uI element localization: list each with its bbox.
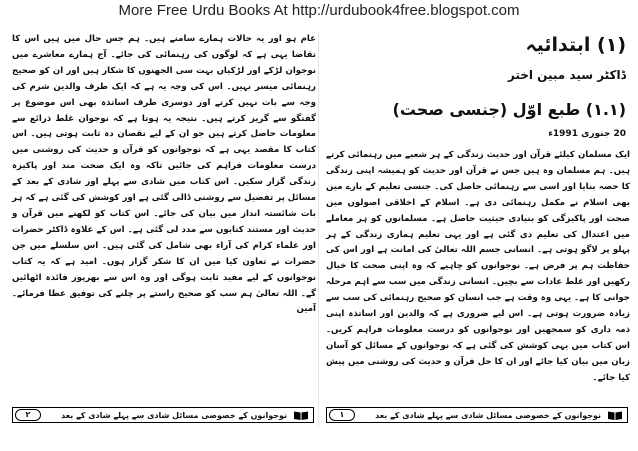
left-page-body: عام ہو اور یہ حالات ہمارے سامنے ہیں۔ ہم جس حال میں ہیں اس کا تقاضا یہی ہے کہ لوگوں کی رہنمائی کی جائے۔ آج ہمارے معاشرے میں نوجوان لڑکے اور لڑکیاں بہت سی الجھنوں کا شکار ہیں اور ان کو صحیح رہنمائی میسر نہیں۔ اس کی وجہ یہ ہے کہ ایک طرف والدین شرم کی وجہ سے بات نہیں کرتے اور دوسری طرف اساتذہ بھی اس موضوع پر گفتگو سے گریز کرتے ہیں۔ نتیجہ یہ ہوتا ہے کہ نوجوان غلط ذرائع سے معلومات حاصل کرتے ہیں جو ان کے لیے نقصان دہ ثابت ہوتی ہیں۔ اس کتاب کا مقصد یہی ہے کہ نوجوانوں کو قرآن و حدیث کی روشنی میں درست معلومات فراہم کی جائیں تاکہ وہ ایک صحت مند اور پاکیزہ زندگی گزار سکیں۔ اس کتاب میں شادی سے پہلے اور شادی کے بعد کے مسائل پر تفصیل سے روشنی ڈالی گئی ہے اور کوشش کی گئی ہے کہ ہر بات شائستہ انداز میں بیان کی جائے۔ اس کتاب کو لکھنے میں قرآن و حدیث اور مستند کتابوں سے مدد لی گئی ہے۔ اس کے علاوہ ڈاکٹر حضرات اور علماء کرام کی آراء بھی شامل کی گئی ہیں۔ اس سلسلے میں جن حضرات نے تعاون کیا میں ان کا شکر گزار ہوں۔ امید ہے کہ یہ کتاب نوجوانوں کے لیے مفید ثابت ہوگی اور وہ اس سے بھرپور فائدہ اٹھائیں گے۔ اللہ تعالیٰ ہم سب کو صحیح راستے پر چلنے کی توفیق عطا فرمائے۔ آمین (12, 34, 316, 315)
left-page (12, 30, 316, 425)
footer-title: نوجوانوں کے خصوصی مسائل شادی سے پہلے شادی کے بعد (375, 411, 601, 420)
section-heading: (۱.۱) طبع اوّل (جنسی صحت) (392, 100, 626, 119)
site-banner: More Free Urdu Books At http://urdubook4free.blogspot.com (118, 2, 520, 19)
right-page-body: ایک مسلمان کیلئے قرآن اور حدیث زندگی کے ہر شعبے میں رہنمائی کرتے ہیں۔ ہم مسلمان وہ ہیں جس نے قرآن اور حدیث کو ہمیشہ اپنی زندگی کا حصہ بنایا اور اسی سے رہنمائی حاصل کی۔ جنسی تعلیم کے بارے میں بھی اسلام نے مکمل رہنمائی دی ہے۔ اسلام کے اخلاقی اصولوں میں صحت اور پاکیزگی کو بنیادی حیثیت حاصل ہے۔ مسلمانوں کو ہر معاملے میں اعتدال کی تعلیم دی گئی ہے اور یہی تعلیم ہماری زندگی کے ہر پہلو پر لاگو ہوتی ہے۔ انسانی جسم اللہ تعالیٰ کی امانت ہے اور اس کی حفاظت ہم پر فرض ہے۔ نوجوانوں کو چاہیے کہ وہ اپنی صحت کا خیال رکھیں اور غلط عادات سے بچیں۔ انسانی زندگی میں سب سے اہم مرحلہ جوانی کا ہے۔ یہی وہ وقت ہے جب انسان کو صحیح رہنمائی کی سب سے زیادہ ضرورت ہوتی ہے۔ اس لیے ضروری ہے کہ والدین اور اساتذہ اپنی ذمہ داری کو سمجھیں اور نوجوانوں کو درست معلومات فراہم کریں۔ اس کتاب میں یہی کوشش کی گئی ہے کہ نوجوانوں کے مسائل کو آسان زبان میں بیان کیا جائے اور ان کا حل قرآن و حدیث کی روشنی میں پیش کیا جائے۔ (326, 150, 630, 383)
date-line: 20 جنوری 1991ء (548, 129, 626, 139)
author-name: ڈاکٹر سید مبین اختر (507, 68, 626, 82)
page-number: ۱ (329, 409, 355, 421)
right-page-text-block (326, 148, 630, 383)
chapter-heading: (۱) ابتدائیہ (525, 34, 626, 56)
book-icon (293, 410, 309, 421)
left-page-footer (12, 407, 314, 423)
footer-title: نوجوانوں کے خصوصی مسائل شادی سے پہلے شادی کے بعد (61, 411, 287, 420)
book-icon (607, 410, 623, 421)
right-page-footer (326, 407, 628, 423)
right-page (326, 30, 630, 425)
page-number: ۲ (15, 409, 41, 421)
page-divider (318, 32, 319, 427)
